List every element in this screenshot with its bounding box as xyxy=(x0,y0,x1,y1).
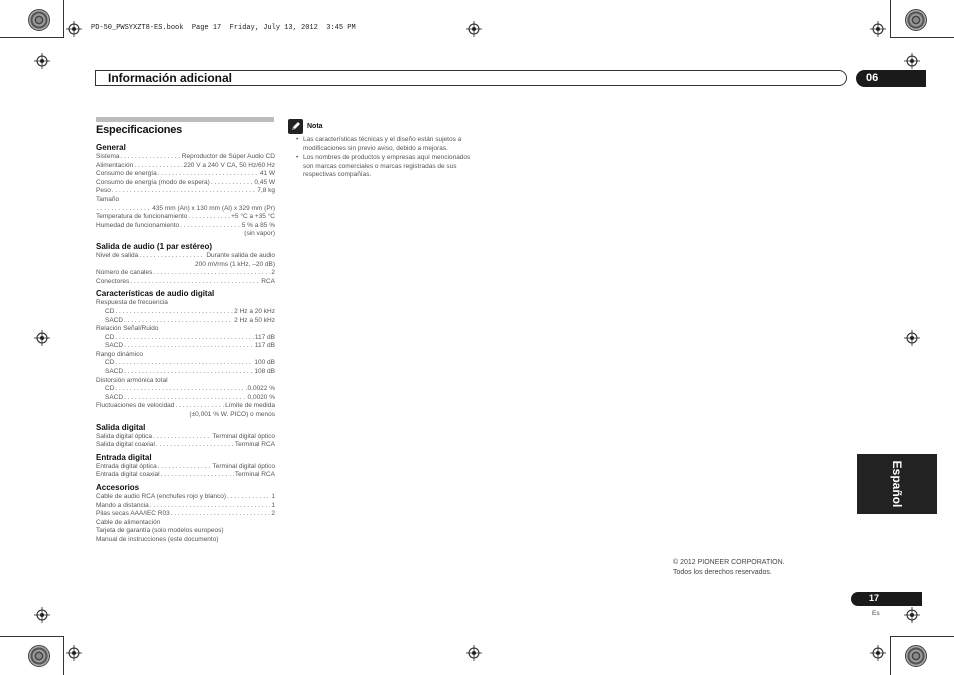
spec-label: Rango dinámico xyxy=(96,350,143,358)
note-icon xyxy=(288,119,303,134)
leader-dots xyxy=(161,471,234,480)
spec-row xyxy=(96,510,275,519)
specifications-list xyxy=(96,140,275,545)
spec-value: 100 dB xyxy=(254,359,275,367)
leader-dots xyxy=(112,187,256,196)
spec-label: Número de canales xyxy=(96,269,153,277)
spec-value: 2 Hz a 50 kHz xyxy=(234,316,275,324)
spec-row xyxy=(96,351,275,360)
spec-row xyxy=(96,377,275,386)
note-item: • Los nombres de productos y empresas aquí mencionados son marcas comerciales o marcas registradas de sus respectivas compañías. xyxy=(296,154,472,180)
spec-row xyxy=(96,162,275,171)
spec-label: Tarjeta de garantía (solo modelos europeos) xyxy=(96,527,224,535)
spec-value: Terminal RCA xyxy=(234,471,275,479)
leader-dots xyxy=(175,402,224,411)
leader-dots xyxy=(130,278,260,287)
spec-value: 5 % a 85 % xyxy=(241,221,275,229)
spec-row xyxy=(96,222,275,231)
spec-label: CD xyxy=(105,333,115,341)
spec-row xyxy=(96,308,275,317)
spec-value: Terminal digital óptico xyxy=(212,432,275,440)
registration-mark-icon xyxy=(66,21,82,37)
specifications-title: Especificaciones xyxy=(96,124,183,136)
crop-line xyxy=(890,636,954,637)
leader-dots xyxy=(124,317,233,326)
spec-value: 0,0020 % xyxy=(247,393,275,401)
note-item: • Las características técnicas y el diseño están sujetos a modificaciones sin previo aviso, debido a mejoras. xyxy=(296,136,472,153)
leader-dots xyxy=(120,153,180,162)
spec-row xyxy=(96,317,275,326)
spec-row xyxy=(96,196,275,205)
note-label: Nota xyxy=(307,123,323,130)
leader-dots xyxy=(115,308,233,317)
spec-label: Respuesta de frecuencia xyxy=(96,299,168,307)
spec-row xyxy=(96,368,275,377)
spec-row xyxy=(96,269,275,278)
spec-label: Cable de audio RCA (enchufes rojo y blanco) xyxy=(96,493,227,500)
spec-row xyxy=(96,153,275,162)
spec-label: Nivel de salida xyxy=(96,251,139,259)
spec-value: 0,0022 % xyxy=(247,385,275,393)
spec-row xyxy=(96,179,275,188)
spec-label: Fluctuaciones de velocidad xyxy=(96,402,175,410)
registration-mark-icon xyxy=(34,53,50,69)
spec-row xyxy=(96,213,275,222)
spec-row xyxy=(96,187,275,196)
spec-label: Peso xyxy=(96,187,111,195)
spec-row xyxy=(96,493,275,502)
spec-row xyxy=(96,411,275,420)
spec-value: 117 dB xyxy=(254,333,275,341)
spec-label: SACD xyxy=(105,368,124,376)
spec-label: SACD xyxy=(105,393,124,401)
color-bar-disc xyxy=(28,645,50,667)
pencil-icon xyxy=(288,119,303,134)
spec-row xyxy=(96,278,275,287)
copyright-line: Todos los derechos reservados. xyxy=(673,569,772,576)
crop-line xyxy=(63,636,64,675)
page-number-tab xyxy=(851,592,922,606)
spec-value: 1 xyxy=(271,501,275,509)
language-side-tab xyxy=(857,454,937,514)
leader-dots xyxy=(134,162,182,171)
spec-value: 2 xyxy=(271,510,275,518)
spec-row xyxy=(96,502,275,511)
leader-dots xyxy=(158,170,259,179)
spec-row xyxy=(96,536,275,545)
spec-value: Reproductor de Súper Audio CD xyxy=(181,153,275,160)
registration-mark-icon xyxy=(466,645,482,661)
spec-value: Terminal digital óptico xyxy=(212,462,275,470)
spec-value: (±0,001 % W. PICO) o menos xyxy=(189,411,275,419)
spec-row xyxy=(96,385,275,394)
spec-row xyxy=(96,342,275,351)
spec-label: Salida digital óptica xyxy=(96,432,153,440)
spec-value: 2 Hz a 20 kHz xyxy=(234,307,275,315)
spec-row xyxy=(96,441,275,450)
leader-dots xyxy=(227,493,270,502)
spec-row xyxy=(96,359,275,368)
leader-dots xyxy=(124,394,246,403)
spec-value: +5 °C a +35 °C xyxy=(231,213,275,221)
section-divider xyxy=(96,117,274,122)
spec-group-heading: General xyxy=(96,143,126,152)
spec-label: Distorsión armónica total xyxy=(96,376,168,384)
spec-label: Salida digital coaxial xyxy=(96,441,155,449)
leader-dots xyxy=(124,368,253,377)
crop-line xyxy=(0,37,64,38)
crop-line xyxy=(0,636,64,637)
spec-value: 2 xyxy=(271,269,275,277)
crop-line xyxy=(63,0,64,38)
spec-value: RCA xyxy=(261,277,275,285)
color-bar-disc xyxy=(905,645,927,667)
leader-dots xyxy=(153,269,270,278)
spec-label: Entrada digital coaxial xyxy=(96,471,160,479)
spec-value: 7,8 kg xyxy=(257,187,275,195)
registration-mark-icon xyxy=(870,645,886,661)
leader-dots xyxy=(188,213,230,222)
spec-label: CD xyxy=(105,359,115,367)
spec-row xyxy=(96,299,275,308)
leader-dots xyxy=(139,252,205,261)
leader-dots xyxy=(115,359,253,368)
spec-row xyxy=(96,471,275,480)
crop-line xyxy=(890,37,954,38)
spec-value: (sin vapor) xyxy=(244,230,275,238)
spec-value: 117 dB xyxy=(254,342,275,350)
registration-mark-icon xyxy=(34,607,50,623)
chapter-number: 06 xyxy=(866,72,879,84)
registration-mark-icon xyxy=(904,53,920,69)
spec-value: 220 V a 240 V CA, 50 Hz/60 Hz xyxy=(183,161,275,169)
leader-dots xyxy=(158,463,212,472)
crop-line xyxy=(890,0,891,38)
spec-label: Temperatura de funcionamiento xyxy=(96,213,188,221)
leader-dots xyxy=(211,179,254,188)
spec-label: Cable de alimentación xyxy=(96,518,161,526)
language-code: Es xyxy=(872,610,880,617)
leader-dots xyxy=(171,510,271,519)
copyright-line: © 2012 PIONEER CORPORATION. xyxy=(673,559,785,566)
spec-label: Consumo de energía xyxy=(96,170,157,178)
spec-label: Alimentación xyxy=(96,161,134,169)
spec-label: Consumo de energía (modo de espera) xyxy=(96,178,210,186)
spec-label: Sistema xyxy=(96,153,120,160)
spec-row xyxy=(96,463,275,472)
spec-label: CD xyxy=(105,307,115,315)
spec-value: 0,45 W xyxy=(254,178,275,186)
spec-value: Terminal RCA xyxy=(234,441,275,449)
spec-label: Manual de instrucciones (este documento) xyxy=(96,535,219,543)
spec-row xyxy=(96,230,275,239)
leader-dots xyxy=(180,222,241,231)
spec-label: Conectores xyxy=(96,277,130,285)
section-title: Información adicional xyxy=(108,71,233,85)
spec-row xyxy=(96,394,275,403)
spec-row xyxy=(96,334,275,343)
spec-row xyxy=(96,252,275,261)
spec-value: 108 dB xyxy=(254,368,275,376)
spec-label: CD xyxy=(105,385,115,393)
spec-row xyxy=(96,527,275,536)
crop-line xyxy=(890,636,891,675)
spec-row xyxy=(96,205,275,214)
spec-value: Límite de medida xyxy=(225,402,275,410)
spec-group-heading: Salida de audio (1 par estéreo) xyxy=(96,241,213,251)
spec-label: Tamaño xyxy=(96,195,120,203)
registration-mark-icon xyxy=(66,645,82,661)
registration-mark-icon xyxy=(904,607,920,623)
print-file-info: PD-50_PWSYXZT8-ES.book Page 17 Friday, July 13, 2012 3:45 PM xyxy=(91,24,356,32)
leader-dots xyxy=(153,433,211,442)
spec-group-heading: Accesorios xyxy=(96,483,140,492)
leader-dots xyxy=(156,441,234,450)
spec-row xyxy=(96,402,275,411)
leader-dots xyxy=(124,342,254,351)
spec-label: Relación Señal/Ruido xyxy=(96,325,159,333)
spec-label: Mando a distancia xyxy=(96,501,149,509)
spec-value: 1 xyxy=(271,493,275,500)
leader-dots xyxy=(97,205,151,214)
spec-row xyxy=(96,325,275,334)
color-bar-disc xyxy=(905,9,927,31)
spec-group-heading: Entrada digital xyxy=(96,452,152,462)
registration-mark-icon xyxy=(466,21,482,37)
spec-label: SACD xyxy=(105,316,124,324)
spec-row xyxy=(96,261,275,270)
spec-group-heading: Características de audio digital xyxy=(96,289,215,299)
copyright xyxy=(673,558,785,578)
spec-row xyxy=(96,433,275,442)
color-bar-disc xyxy=(28,9,50,31)
spec-value: 200 mVrms (1 kHz, –20 dB) xyxy=(195,260,275,268)
spec-label: Pilas secas AAA/IEC R03 xyxy=(96,510,170,518)
page-number: 17 xyxy=(869,593,880,603)
spec-row xyxy=(96,170,275,179)
registration-mark-icon xyxy=(34,330,50,346)
spec-value: Durante salida de audio xyxy=(206,251,275,259)
leader-dots xyxy=(150,502,271,511)
leader-dots xyxy=(115,334,253,343)
spec-row xyxy=(96,519,275,528)
note-list xyxy=(296,136,472,180)
spec-value: 41 W xyxy=(259,170,275,178)
spec-label: Humedad de funcionamiento xyxy=(96,221,180,229)
spec-group-heading: Salida digital xyxy=(96,422,146,432)
leader-dots xyxy=(115,385,246,394)
registration-mark-icon xyxy=(870,21,886,37)
registration-mark-icon xyxy=(904,330,920,346)
language-label: Español xyxy=(890,460,904,508)
spec-value: 435 mm (An) x 130 mm (Al) x 329 mm (Pr) xyxy=(152,204,275,212)
spec-label: SACD xyxy=(105,342,124,350)
spec-label: Entrada digital óptica xyxy=(96,462,157,470)
